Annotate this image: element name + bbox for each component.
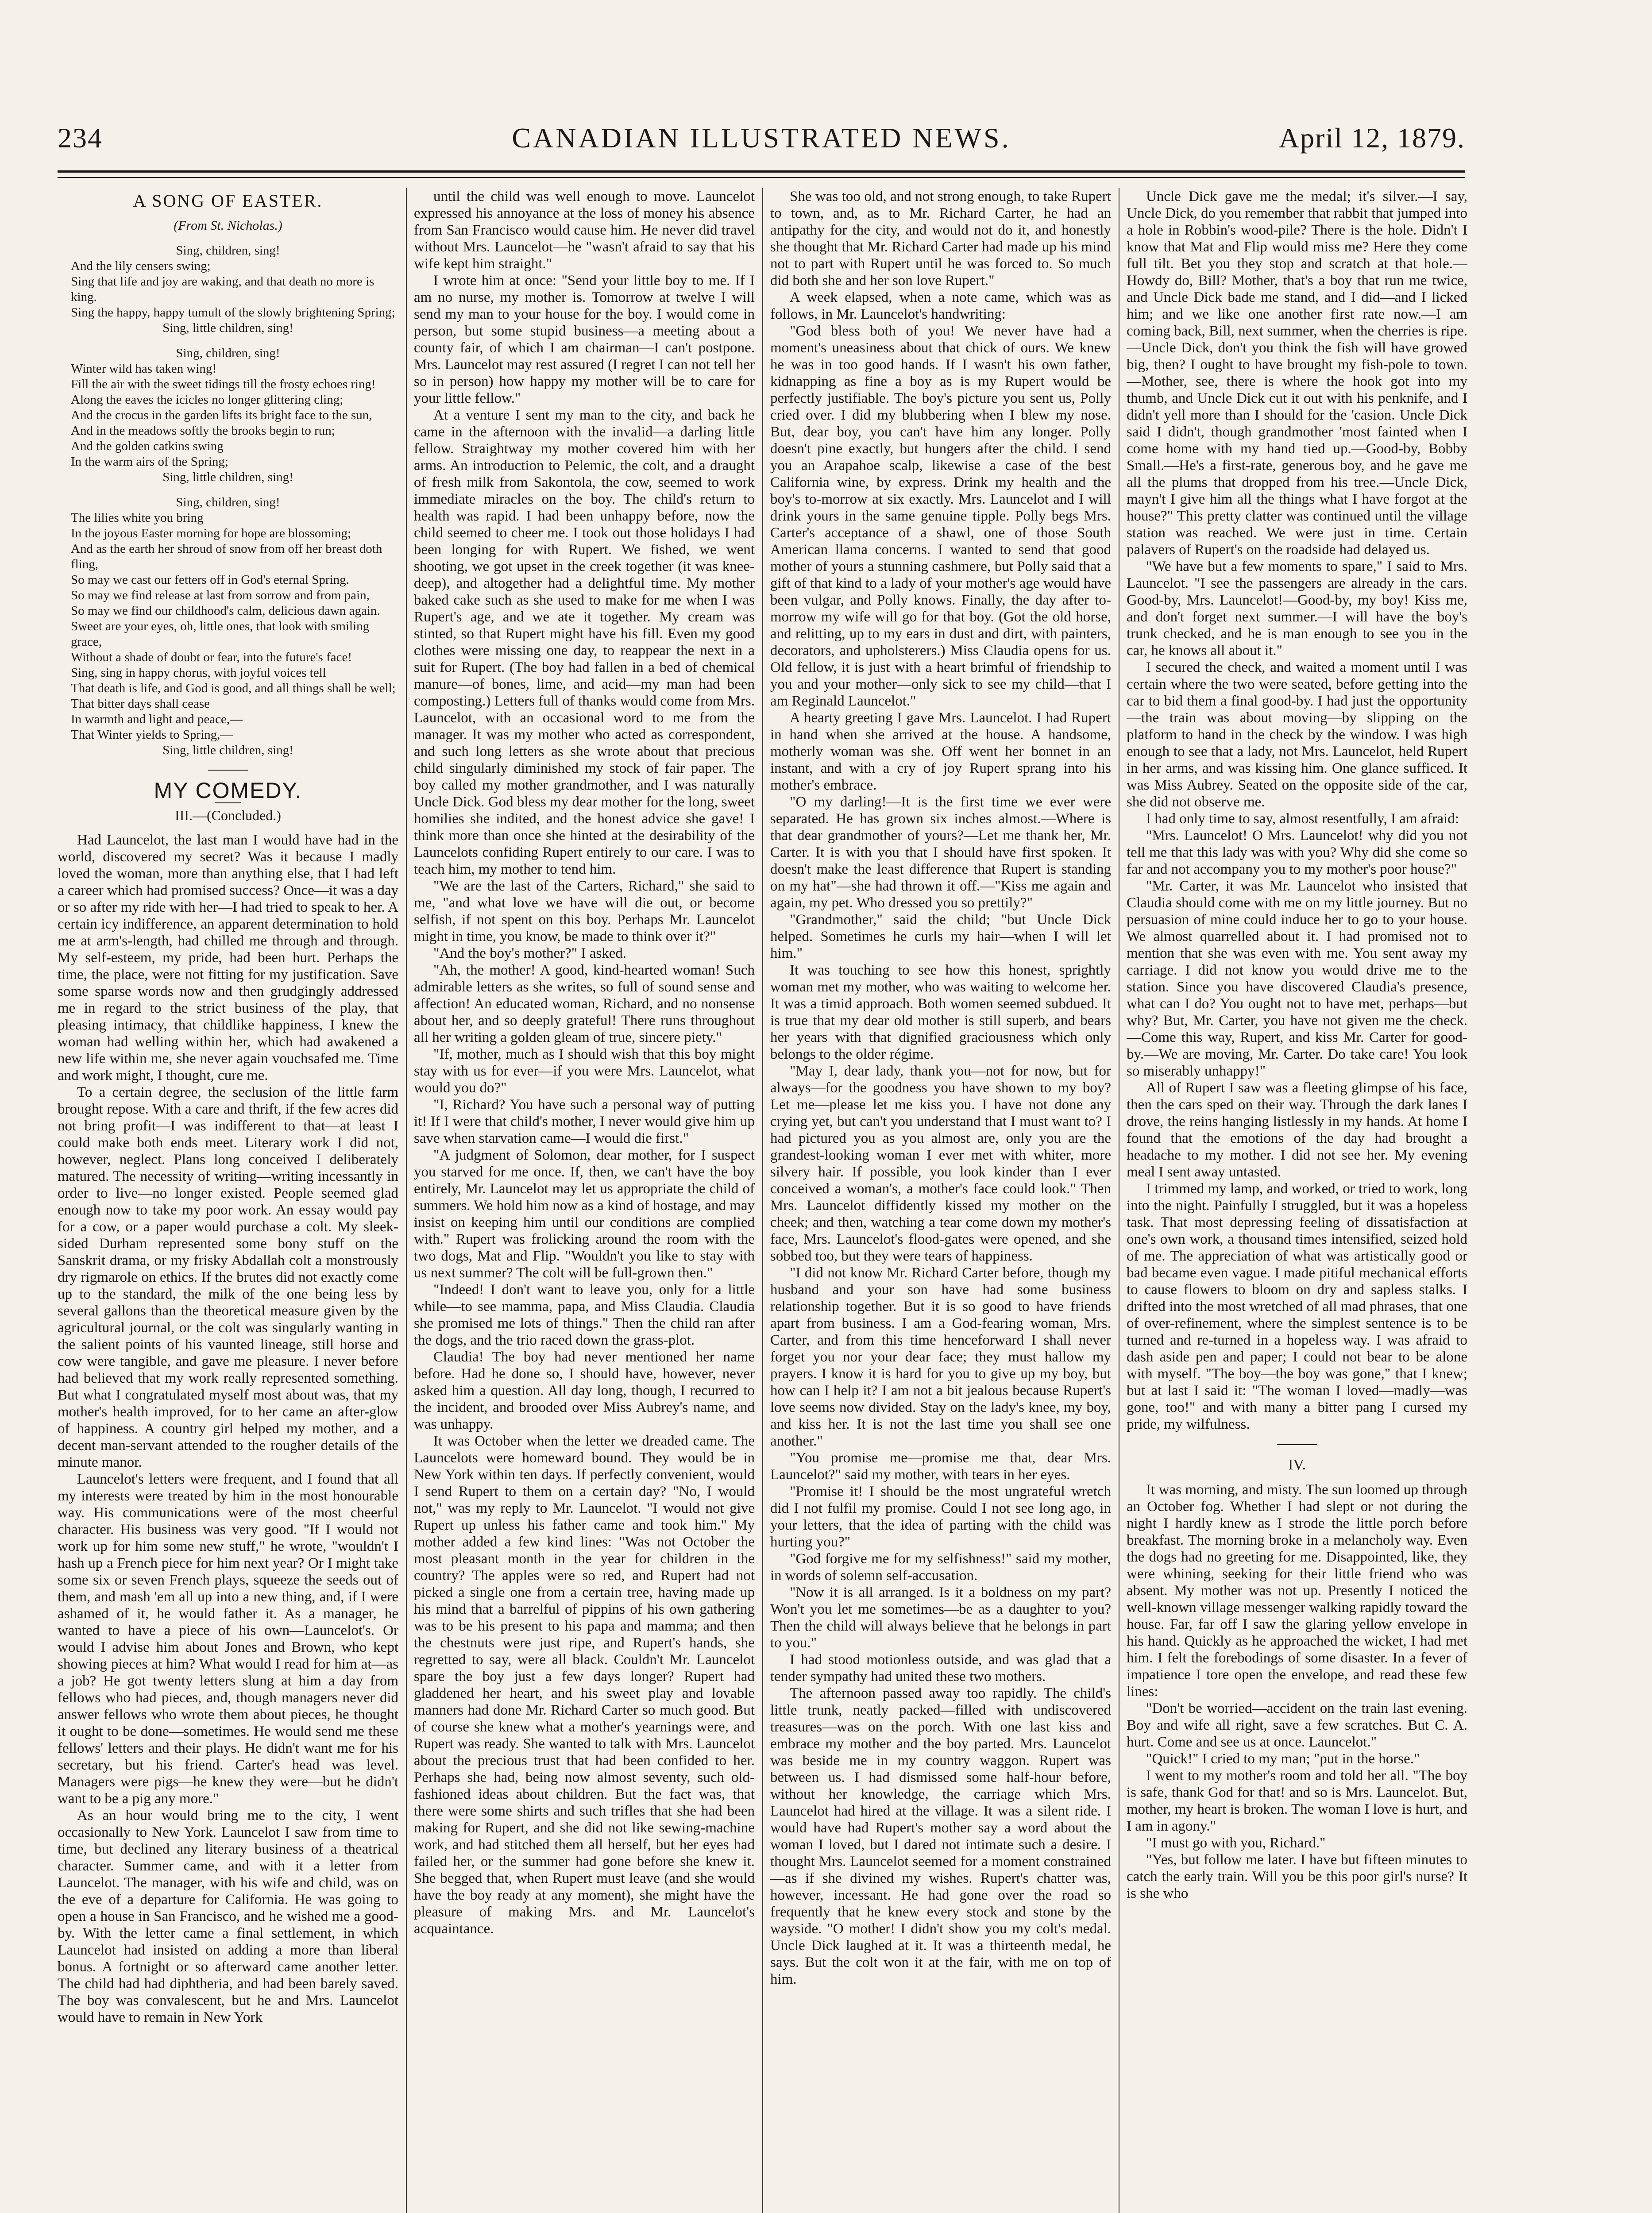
paragraph: "Indeed! I don't want to leave you, only for a little while—to see mamma, papa, and Miss Claudia. Claudia she promised me lots of things." Then the child ran after the dogs, and the trio raced down the grass-plot. <box>414 1282 755 1348</box>
poem-line: Sing the happy, happy tumult of the slowly brightening Spring; <box>71 305 395 320</box>
paragraph: I secured the check, and waited a moment until I was certain where the two were seated, before getting into the car to bid them a final good-by. I had just the opportunity—the train was about moving—by slipping on the platform to hand in the check by the window. I was high enough to see that a lady, not Mrs. Launcelot, held Rupert in her arms, and was kissing him. One glance sufficed. It was Miss Aubrey. Seated on the opposite side of the car, she did not observe me. <box>1127 659 1467 810</box>
paragraph: Launcelot's letters were frequent, and I found that all my interests were treated by him in the most honourable way. His communications were of the most cheerful character. His business was very good. "If I would not work up for him some new stuff," he wrote, "wouldn't I hash up a French piece for him next year? Or I might take some six or seven French plays, squeeze the seeds out of them, and mash 'em all up into a new thing, and, if I were ashamed of it, he would father it. As a manager, he wanted to have a piece of his own—Launcelot's. Or would I advise him about Jones and Brown, who kept showing pieces at him? What would I read for him at—as a job? He got twenty letters slung at him a day from fellows who had pieces, and, though managers never did answer fellows who wrote them about pieces, he thought it ought to be done—sometimes. He would send me these fellows' letters and their plays. He didn't want me for his secretary, but his friend. Carter's head was level. Managers were pigs—he knew they were—but he didn't want to be a pig any more." <box>58 1471 398 1807</box>
paragraph: A week elapsed, when a note came, which was as follows, in Mr. Launcelot's handwriting: <box>770 289 1111 322</box>
column-1 <box>58 188 398 2213</box>
paragraph: "I did not know Mr. Richard Carter before, though my husband and your son have had some business relationship together. But it is so good to have friends apart from business. I am a God-fearing woman, Mrs. Carter, and from this time henceforward I shall never forget you nor your dear face; they must hallow my prayers. I know it is hard for you to give up my boy, but how can I help it? I am not a bit jealous because Rupert's love seems now divided. Stay on the lady's knee, my boy, and kiss her. It is not the last time you shall see one another." <box>770 1265 1111 1449</box>
column-2-text <box>414 188 755 1937</box>
paragraph: "Yes, but follow me later. I have but fifteen minutes to catch the early train. Will you be this poor girl's nurse? It is she who <box>1127 1852 1467 1901</box>
paragraph: As an hour would bring me to the city, I went occasionally to New York. Launcelot I saw from time to time, but declined any literary business of a theatrical character. Summer came, and with it a letter from Launcelot. The manager, with his wife and child, was on the eve of a departure for California. He was going to open a house in San Francisco, and he wished me a good-by. With the letter came a final settlement, in which Launcelot had insisted on adding a more than liberal bonus. A fortnight or so afterward came another letter. The child had had diphtheria, and had been barely saved. The boy was convalescent, but he and Mrs. Launcelot would have to remain in New York <box>58 1808 398 2025</box>
paragraph: The afternoon passed away too rapidly. The child's little trunk, neatly packed—filled with undiscovered treasures—was on the porch. With one last kiss and embrace my mother and the boy parted. Mrs. Launcelot was beside me in my country waggon. Rupert was between us. I had dismissed some half-hour before, without her knowledge, the carriage which Mrs. Launcelot had hired at the village. It was a silent ride. I would have had Rupert's mother say a word about the woman I loved, but I dared not intimate such a desire. I thought Mrs. Launcelot seemed for a moment constrained—as if she divined my wishes. Rupert's chatter was, however, incessant. He had gone over the road so frequently that he knew every stock and stone by the wayside. "O mother! I didn't show you my colt's medal. Uncle Dick laughed at it. It was a thirteenth medal, he says. But the colt won it at the fair, with me on top of him. <box>770 1685 1111 1987</box>
column-4-text-b <box>1127 1481 1467 1902</box>
poem-line: Fill the air with the sweet tidings till the frosty echoes ring! <box>71 377 376 391</box>
poem-line: And as the earth her shroud of snow from off her breast doth fling, <box>71 542 382 571</box>
story-part: III.—(Concluded.) <box>175 807 281 823</box>
column-4-text-a <box>1127 188 1467 1433</box>
poem-line: Sing, children, sing! <box>176 346 280 360</box>
poem-title: A SONG OF EASTER. <box>133 191 323 211</box>
paragraph: "We are the last of the Carters, Richard," she said to me, "and what love we have will die out, or become selfish, if not spent on this boy. Perhaps Mr. Launcelot might in time, you know, be made to think over it?" <box>414 878 755 945</box>
poem-line: So may we find release at last from sorrow and from pain, <box>71 588 370 602</box>
paragraph: "A judgment of Solomon, dear mother, for I suspect you starved for me once. If, then, we can't have the boy entirely, Mr. Launcelot may let us appropriate the child of summers. We hold him now as a kind of hostage, and may insist on keeping him until our conditions are complied with." Rupert was frolicking around the room with the two dogs, Mat and Flip. "Wouldn't you like to stay with us next summer? The colt will be full-grown then." <box>414 1147 755 1281</box>
poem-line: And the crocus in the garden lifts its bright face to the sun, <box>71 408 372 422</box>
paragraph: At a venture I sent my man to the city, and back he came in the afternoon with the invalid—a darling little fellow. Straightway my mother covered him with her arms. An introduction to Pelemic, the colt, and a draught of fresh milk from Sakontola, the cow, seemed to work immediate miracles on the boy. The child's return to health was rapid. I had been unhappy before, now the child seemed to cheer me. I took out those holidays I had been longing for with Rupert. We fished, we went shooting, we got upset in the creek together (it was knee-deep), and altogether had a delightful time. My mother baked cake such as she used to make for me when I was Rupert's age, and we ate it together. My cream was stinted, so that Rupert might have his fill. Even my good clothes were missing one day, to reappear the next in a suit for Rupert. (The boy had fallen in a bed of chemical manure—of bones, lime, and acid—my man had been composting.) Letters full of thanks would come from Mrs. Launcelot, with an occasional word to me from the manager. It was my mother who acted as correspondent, and such long letters as she wrote about that precious child singularly diminished my stock of fair paper. The boy called my mother grandmother, and I was naturally Uncle Dick. God bless my dear mother for the long, sweet homilies she indited, and the honest advice she gave! I think more than once she hinted at the desirability of the Launcelots confiding Rupert entirely to our care. I was to teach him, my mother to tend him. <box>414 407 755 877</box>
poem-line: In the joyous Easter morning for hope are blossoming; <box>71 526 351 540</box>
column-2 <box>414 188 755 2213</box>
paragraph: "I, Richard? You have such a personal way of putting it! If I were that child's mother, I never would give him up save when starvation came—I would die first." <box>414 1097 755 1146</box>
poem-stanza <box>58 243 398 336</box>
paragraph: "And the boy's mother?" I asked. <box>433 945 627 961</box>
paragraph: "I must go with you, Richard." <box>1146 1835 1326 1851</box>
poem-line: Sing, children, sing! <box>176 495 280 509</box>
paragraph: All of Rupert I saw was a fleeting glimpse of his face, then the cars sped on their way. Through the dark lanes I drove, the reins hanging listlessly in my hands. At home I found that the emotions of the day had brought a headache to my mother. I did not see her. My evening meal I sent away untasted. <box>1127 1080 1467 1180</box>
section-heading-iv: IV. <box>1288 1457 1306 1473</box>
section-separator <box>1277 1444 1317 1445</box>
paragraph: "We have but a few moments to spare," I said to Mrs. Launcelot. "I see the passengers are already in the cars. Good-by, Mrs. Launcelot!—Good-by, my boy! Kiss me, and don't forget next summer.—I will have the boy's trunk checked, and he is man enough to see you in the car, he knows all about it." <box>1127 559 1467 659</box>
paragraph: "Now it is all arranged. Is it a boldness on my part? Won't you let me sometimes—be as a daughter to you? Then the child will always believe that he belongs in part to you." <box>770 1585 1111 1651</box>
poem-line: In the warm airs of the Spring; <box>71 455 228 469</box>
poem-stanza <box>58 495 398 758</box>
section-separator <box>208 770 248 771</box>
paragraph: I had stood motionless outside, and was glad that a tender sympathy had united these two mothers. <box>770 1652 1111 1685</box>
column-divider <box>406 188 407 2213</box>
header-rule-thin <box>58 177 1465 178</box>
paragraph: "If, mother, much as I should wish that this boy might stay with us for ever—if you were Mrs. Launcelot, what would you do?" <box>414 1046 755 1096</box>
poem-line: The lilies white you bring <box>71 511 204 525</box>
poem-line: Sing that life and joy are waking, and that death no more is king. <box>71 274 374 304</box>
paragraph: "Ah, the mother! A good, kind-hearted woman! Such admirable letters as she writes, so full of sound sense and affection! An educated woman, Richard, and no nonsense about her, and so deeply grateful! There runs throughout all her writing a golden gleam of true, sincere piety." <box>414 962 755 1045</box>
poem-line: Sing, children, sing! <box>176 243 280 258</box>
poem-line: Sing, little children, sing! <box>162 470 293 484</box>
column-4 <box>1127 188 1467 2213</box>
poem-line: And the golden catkins swing <box>71 439 224 453</box>
column-divider <box>762 188 763 2213</box>
paragraph: "May I, dear lady, thank you—not for now, but for always—for the goodness you have shown to my boy? Let me—please let me kiss you. I have not done any crying yet, but can't you understand that I must want to? I had pictured you as you almost are, only you are the grandest-looking woman I ever met with whiter, more silvery hair. If possible, you look kinder than I ever conceived a woman's, a mother's face could look." Then Mrs. Launcelot diffidently kissed my mother on the cheek; and then, watching a tear come down my mother's face, Mrs. Launcelot's flood-gates were opened, and she sobbed too, but they were tears of happiness. <box>770 1063 1111 1264</box>
poem-source: (From St. Nicholas.) <box>174 218 282 233</box>
paragraph: I had only time to say, almost resentfully, I am afraid: <box>1146 811 1459 827</box>
paragraph: It was touching to see how this honest, sprightly woman met my mother, who was waiting to welcome her. It was a timid approach. Both women seemed subdued. It is true that my dear old mother is still superb, and bears her years with that dignified graciousness which only belongs to the older régime. <box>770 962 1111 1062</box>
paragraph: "God forgive me for my selfishness!" said my mother, in words of solemn self-accusation. <box>770 1551 1111 1584</box>
publication-title: CANADIAN ILLUSTRATED NEWS. <box>512 122 1011 154</box>
poem-body <box>58 243 398 758</box>
poem-line: Without a shade of doubt or fear, into the future's face! <box>71 650 352 664</box>
paragraph: I wrote him at once: "Send your little boy to me. If I am no nurse, my mother is. Tomorrow at twelve I will send my man to your house for the boy. I would come in person, but some stupid business—a meeting about a county fair, of which I am chairman—I can't postpone. Mrs. Launcelot may rest assured (I regret I can not tell her so in person) how happy my mother will be to care for your little fellow." <box>414 273 755 406</box>
poem-line: And in the meadows softly the brooks begin to run; <box>71 424 335 438</box>
poem-line: Winter wild has taken wing! <box>71 362 217 376</box>
poem-line: That death is life, and God is good, and all things shall be well; <box>71 681 396 695</box>
paragraph: "Promise it! I should be the most ungrateful wretch did I not fulfil my promise. Could I not see long ago, in your letters, that the idea of parting with the child was hurting you?" <box>770 1484 1111 1550</box>
paragraph: I went to my mother's room and told her all. "The boy is safe, thank God for that! and so is Mrs. Launcelot. But, mother, my heart is broken. The woman I love is hurt, and I am in agony." <box>1127 1768 1467 1834</box>
paragraph: Claudia! The boy had never mentioned her name before. Had he done so, I should have, however, never asked him a question. All day long, though, I recurred to the incident, and brooded over Miss Aubrey's name, and was unhappy. <box>414 1349 755 1432</box>
masthead <box>58 113 1465 162</box>
paragraph: Had Launcelot, the last man I would have had in the world, discovered my secret? Was it because I madly loved the woman, more than anything else, that I had left a career which had promised success? Once—it was a day or so after my ride with her—I had tried to speak to her. A certain icy indifference, an apparent determination to hold me at arm's-length, had chilled me through and through. My self-esteem, my pride, had been hurt. Perhaps the time, the place, were not fitting for my justification. Save some sparse words now and then grudgingly addressed me in regard to the strict business of the play, that pleasing intimacy, that childlike happiness, I knew the woman had welling within her, which had awakened a new life within me, she never again vouchsafed me. Time and work might, I thought, cure me. <box>58 832 398 1083</box>
paragraph: "God bless both of you! We never have had a moment's uneasiness about that chick of ours. We knew he was in too good hands. If I wasn't his own father, kidnapping as fine a boy as is my Rupert would be perfectly justifiable. The boy's picture you sent us, Polly cried over. I did my blubbering when I blew my nose. But, dear boy, you can't have him any longer. Polly doesn't pine exactly, but hungers after the child. I send you an Arapahoe scalp, likewise a case of the best California wine, by express. Drink my health and the boy's to-morrow at six exactly. Mrs. Launcelot and I will drink yours in the same genuine tipple. Polly begs Mrs. Carter's acceptance of a shawl, one of those South American llama concerns. I wanted to send that good mother of yours a stunning cashmere, but Polly said that a gift of that kind to a lady of your mother's age would have been vulgar, and Polly knows. Finally, the day after to-morrow my wife will go for that boy. (Got the old horse, and relitting, up to my ears in dust and dirt, with painters, decorators, and upholsterers.) Miss Claudia opens for us. Old fellow, it is just with a heart brimful of friendship to you and your mother—only sick to see my child—that I am Reginald Launcelot." <box>770 323 1111 709</box>
paragraph: I trimmed my lamp, and worked, or tried to work, long into the night. Painfully I struggled, but it was a hopeless task. That most depressing feeling of dissatisfaction at one's own work, a thousand times intensified, seized hold of me. The appreciation of what was artistically good or bad became even vague. I made pitiful mechanical efforts to cause flowers to bloom on dry and sapless stalks. I drifted into the most wretched of all mad phrases, that one of over-refinement, where the simplest sentence is to be turned and re-turned in a hopeless way. I was afraid to dash aside pen and paper; I could not bear to be alone with myself. "The boy—the boy was gone," that I knew; but at last I said it: "The woman I loved—madly—was gone, too!" and with many a bitter pang I cursed my pride, my wilfulness. <box>1127 1181 1467 1432</box>
story-title: MY COMEDY. <box>154 778 302 803</box>
poem-line: That Winter yields to Spring,— <box>71 728 233 742</box>
poem-line: Sweet are your eyes, oh, little ones, that look with smiling grace, <box>71 619 370 649</box>
paragraph: It was October when the letter we dreaded came. The Launcelots were homeward bound. They would be in New York within ten days. If perfectly convenient, would I send Rupert to them on a certain day? "No, I would not," was my reply to Mr. Launcelot. "I would not give Rupert up unless his father came and took him." My mother added a few kind lines: "Was not October the most pleasant month in the year for children in the country? The apples were so red, and Rupert had not picked a single one from a certain tree, having made up his mind that a barrelful of pippins of his own gathering was to be his present to his papa and mamma; and then the chestnuts were just ripe, and Rupert's hands, she regretted to say, were all black. Couldn't Mr. Launcelot spare the boy just a few days longer? Rupert had gladdened her heart, and his sweet play and lovable manners had done Mr. Richard Carter so much good. But of course she knew what a mother's yearnings were, and Rupert was ready. She wanted to talk with Mrs. Launcelot about the precious trust that had been confided to her. Perhaps she had, being now almost seventy, such old-fashioned ideas about children. But the fact was, that there were some shirts and such trifles that she had been making for Rupert, and she did not like sewing-machine work, and had stitched them all herself, but her eyes had failed her, or the summer had gone before she knew it. She begged that, when Rupert must leave (and she would have the boy ready at any moment), she might have the pleasure of making Mrs. and Mr. Launcelot's acquaintance. <box>414 1433 755 1937</box>
page-number: 234 <box>58 122 103 154</box>
poem-line: Sing, little children, sing! <box>162 743 293 757</box>
poem-line: And the lily censers swing; <box>71 259 211 273</box>
issue-date: April 12, 1879. <box>1278 122 1465 154</box>
column-3-text <box>770 188 1111 1988</box>
poem-line: Sing, sing in happy chorus, with joyful voices tell <box>71 666 326 680</box>
paragraph: Uncle Dick gave me the medal; it's silver.—I say, Uncle Dick, do you remember that rabbit that jumped into a hole in Robbin's wood-pile? There is the hole. Didn't I know that Mat and Flip would miss me? Here they come full tilt. Bet you they stop and scratch at that hole.—Howdy do, Bill? Mother, that's a boy that run me twice, and Uncle Dick bade me stand, and I did—and I licked him; and we like one another first rate now.—I am coming back, Bill, next summer, when the cherries is ripe.—Uncle Dick, don't you think the fish will have growed big, then? I ought to have brought my fish-pole to town.—Mother, see, there is where the hook got into my thumb, and Uncle Dick cut it out with his penknife, and I didn't yell more than I should for the 'casion. Uncle Dick said I didn't, though grandmother 'most fainted when I come home with my hand tied up.—Good-by, Bobby Small.—He's a first-rate, generous boy, and he gave me all the plums that dropped from his tree.—Uncle Dick, mayn't I give him all the things what I have forgot at the house?" This pretty clatter was continued until the village station was reached. We were just in time. Certain palavers of Rupert's on the roadside had delayed us. <box>1127 189 1467 558</box>
poem-line: Along the eaves the icicles no longer glittering cling; <box>71 393 344 407</box>
paragraph: "You promise me—promise me that, dear Mrs. Launcelot?" said my mother, with tears in her eyes. <box>770 1450 1111 1483</box>
paragraph: It was morning, and misty. The sun loomed up through an October fog. Whether I had slept or not during the night I hardly knew as I strode the little porch before breakfast. The morning broke in a melancholy way. Even the dogs had no greeting for me. Disappointed, like, they were whining, seeking for their little friend who was absent. My mother was not up. Presently I noticed the well-known village messenger walking rapidly toward the house. Far, far off I saw the glaring yellow envelope in his hand. Quickly as he approached the wicket, I had met him. I felt the forebodings of some disaster. In a fever of impatience I tore open the envelope, and read these few lines: <box>1127 1482 1467 1700</box>
paragraph: "O my darling!—It is the first time we ever were separated. He has grown six inches almost.—Where is that dear grandmother of yours?—Let me thank her, Mr. Carter. It is with you that I should have first spoken. It doesn't make the least difference that Rupert is standing on my hat"—she had thrown it off.—"Kiss me again and again, my pet. Who dressed you so prettily?" <box>770 794 1111 911</box>
poem-line: So may we find our childhood's calm, delicious dawn again. <box>71 604 380 618</box>
poem-line: In warmth and light and peace,— <box>71 712 243 726</box>
header-rule-thick <box>58 170 1465 173</box>
paragraph: A hearty greeting I gave Mrs. Launcelot. I had Rupert in hand when she arrived at the house. A handsome, motherly woman was she. Off went her bonnet in an instant, and with a cry of joy Rupert sprang into his mother's embrace. <box>770 710 1111 793</box>
column-1-text <box>58 832 398 2026</box>
paragraph: "Mrs. Launcelot! O Mrs. Launcelot! why did you not tell me that this lady was with you? Why did she come so far and not accompany you to my mother's poor house?" <box>1127 828 1467 877</box>
poem-line: So may we cast our fetters off in God's eternal Spring. <box>71 573 349 587</box>
poem-line: That bitter days shall cease <box>71 697 210 711</box>
paragraph: "Don't be worried—accident on the train last evening. Boy and wife all right, save a few scratches. But C. A. hurt. Come and see us at once. Launcelot." <box>1127 1700 1467 1750</box>
paragraph: "Quick!" I cried to my man; "put in the horse." <box>1146 1751 1420 1767</box>
column-3 <box>770 188 1111 2213</box>
poem-stanza <box>58 346 398 485</box>
paragraph: To a certain degree, the seclusion of the little farm brought repose. With a care and thrift, if the few acres did not bring profit—I was indifferent to that—at least I could make both ends meet. Literary work I did not, however, neglect. Plans long conceived I deliberately matured. The necessity of writing—writing incessantly in order to live—no longer existed. People seemed glad enough now to take my poor work. An essay would pay for a cow, or a paper would purchase a colt. My sleek-sided Durham represented some bony stuff on the Sanskrit drama, or my frisky Abdallah colt a monstrously dry rigmarole on ethics. If the brutes did not exactly come up to the standard, the milk of the one being less by several gallons than the theoretical measure given by the agricultural journal, or the colt was singularly wanting in the salient points of his vaunted lineage, still horse and cow were tangible, and gave me pleasure. I never before had believed that my work really represented something. But what I congratulated myself most about was, that my mother's health improved, for to her came an after-glow of happiness. A country girl helped my mother, and a decent man-servant attended to the rougher details of the minute manor. <box>58 1084 398 1470</box>
poem-line: Sing, little children, sing! <box>162 321 293 335</box>
paragraph: "Grandmother," said the child; "but Uncle Dick helped. Sometimes he curls my hair—when I will let him." <box>770 912 1111 961</box>
paragraph: "Mr. Carter, it was Mr. Launcelot who insisted that Claudia should come with me on my little journey. But no persuasion of mine could induce her to go to your house. We almost quarrelled about it. I had promised not to mention that she was even with me. You sent away my carriage. I did not know you would drive me to the station. Since you have discovered Claudia's presence, what can I do? You ought not to have met, perhaps—but why? But, Mr. Carter, you have not given me the check.—Come this way, Rupert, and kiss Mr. Carter for good-by.—We are moving, Mr. Carter. Do take care! You look so miserably unhappy!" <box>1127 878 1467 1079</box>
paragraph: She was too old, and not strong enough, to take Rupert to town, and, as to Mr. Richard Carter, he had an antipathy for the city, and would not do it, and honestly she thought that Mr. Richard Carter had made up his mind not to part with Rupert until he was forced to. So much did both she and her son love Rupert." <box>770 189 1111 289</box>
paragraph: until the child was well enough to move. Launcelot expressed his annoyance at the loss of money his absence from San Francisco would cause him. He never did travel without Mrs. Launcelot—he "wasn't afraid to say that his wife kept him straight." <box>414 189 755 272</box>
